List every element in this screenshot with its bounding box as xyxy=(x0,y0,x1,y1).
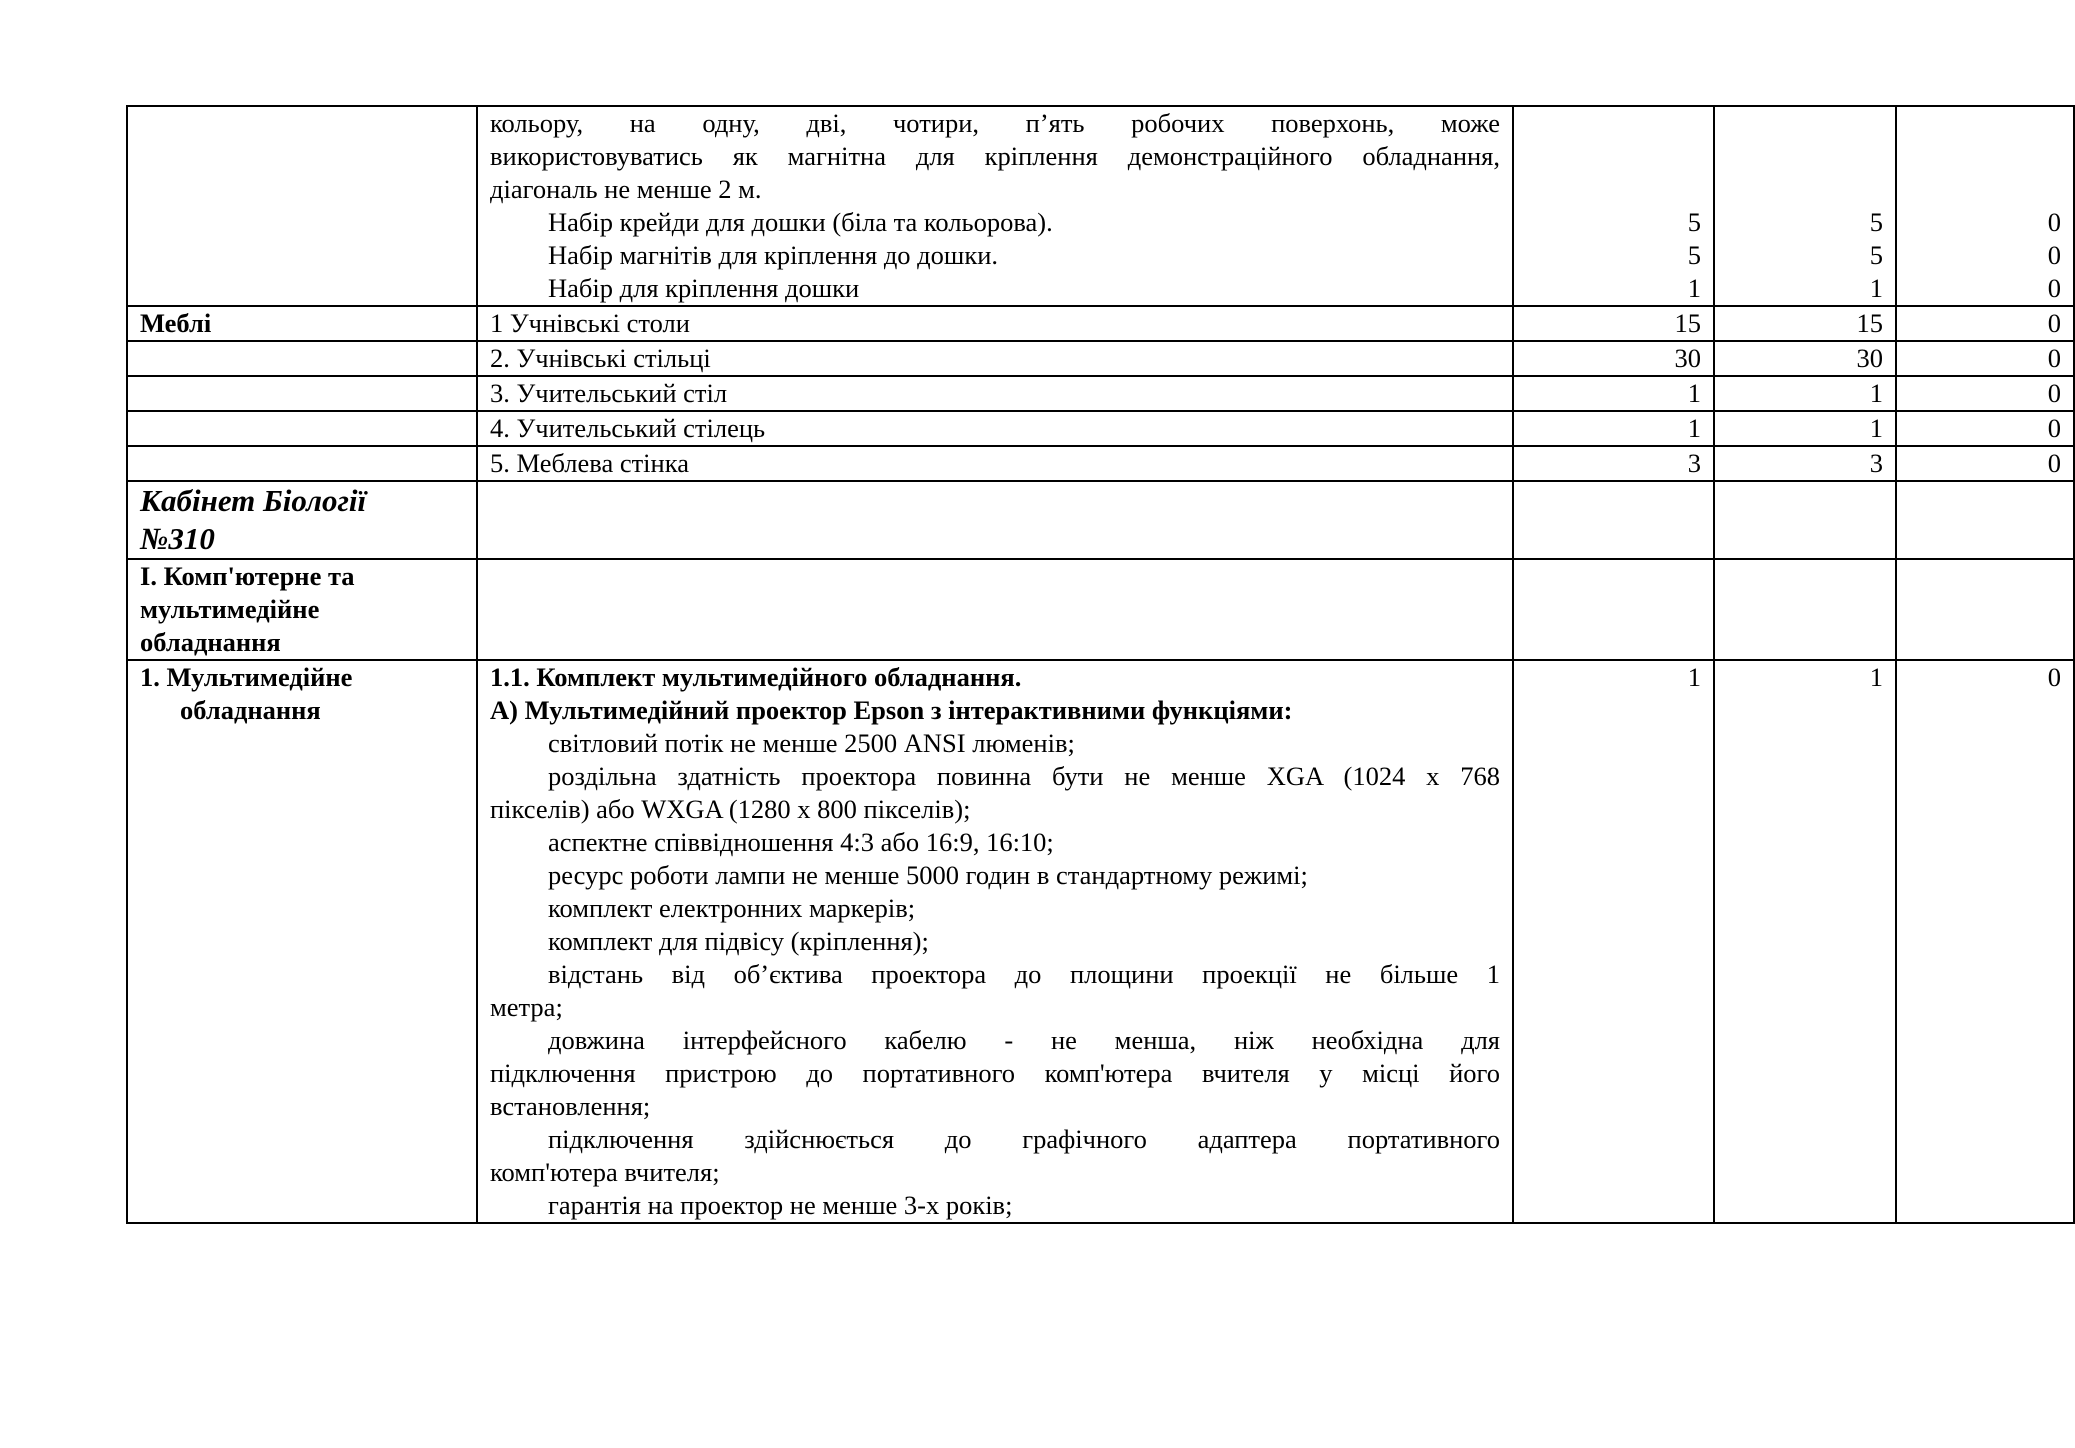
quantity-cell xyxy=(1896,106,2074,306)
description-cell: 1 Учнівські столи xyxy=(477,306,1513,341)
table-row xyxy=(127,306,2074,341)
quantity-cell: 1 xyxy=(1513,660,1714,1223)
quantity-cell: 0 xyxy=(1896,306,2074,341)
quantity-cell: 1 xyxy=(1513,376,1714,411)
category-cell: Меблі xyxy=(127,306,477,341)
room-title: Кабінет Біології xyxy=(140,483,367,518)
quantity-cell: 30 xyxy=(1513,341,1714,376)
quantity-value: 1 xyxy=(1869,273,1883,303)
table-row xyxy=(127,411,2074,446)
quantity-value: 1 xyxy=(1687,273,1701,303)
quantity-cell xyxy=(1513,481,1714,559)
table-row xyxy=(127,106,2074,306)
category-cell xyxy=(127,411,477,446)
description-cell: 2. Учнівські стільці xyxy=(477,341,1513,376)
quantity-value: 5 xyxy=(1869,207,1883,237)
table-row xyxy=(127,559,2074,660)
quantity-cell: 0 xyxy=(1896,376,2074,411)
spec-subtitle: А) Мультимедійний проектор Epson з інтерактивними функціями: xyxy=(490,695,1293,725)
table-row xyxy=(127,376,2074,411)
quantity-value: 0 xyxy=(2047,240,2061,270)
quantity-cell: 3 xyxy=(1513,446,1714,481)
quantity-cell: 1 xyxy=(1714,660,1896,1223)
quantity-cell: 15 xyxy=(1714,306,1896,341)
category-cell xyxy=(127,376,477,411)
quantity-cell xyxy=(1896,559,2074,660)
quantity-cell: 30 xyxy=(1714,341,1896,376)
quantity-cell: 0 xyxy=(1896,446,2074,481)
quantity-cell xyxy=(1513,106,1714,306)
quantity-cell: 0 xyxy=(1896,660,2074,1223)
item-label: Набір магнітів для кріплення до дошки. xyxy=(548,240,998,270)
quantity-value: 5 xyxy=(1869,240,1883,270)
description-cell xyxy=(477,660,1513,1223)
table-row xyxy=(127,660,2074,1223)
spec-line: довжина інтерфейсного кабелю - не менша, ніж необхідна для xyxy=(548,1025,1500,1055)
quantity-cell xyxy=(1513,559,1714,660)
spec-line: комп'ютера вчителя; xyxy=(490,1157,720,1187)
spec-line: світловий потік не менше 2500 ANSI люменів; xyxy=(548,728,1075,758)
description-cell: 5. Меблева стінка xyxy=(477,446,1513,481)
spec-title: 1.1. Комплект мультимедійного обладнання. xyxy=(490,662,1022,692)
table-row xyxy=(127,481,2074,559)
quantity-cell: 1 xyxy=(1513,411,1714,446)
quantity-value: 0 xyxy=(2047,273,2061,303)
quantity-cell: 15 xyxy=(1513,306,1714,341)
description-cell xyxy=(477,559,1513,660)
quantity-value: 5 xyxy=(1687,240,1701,270)
inventory-table xyxy=(126,105,2075,1224)
table-row xyxy=(127,341,2074,376)
spec-line: гарантія на проектор не менше 3-х років; xyxy=(548,1190,1013,1220)
quantity-cell: 1 xyxy=(1714,376,1896,411)
section-heading-line: І. Комп'ютерне та xyxy=(140,561,355,591)
description-cell xyxy=(477,106,1513,306)
section-heading-line: обладнання xyxy=(140,627,281,657)
section-heading-cell xyxy=(127,559,477,660)
category-cell xyxy=(127,446,477,481)
quantity-cell xyxy=(1714,106,1896,306)
category-cell xyxy=(127,341,477,376)
spec-line: підключення здійснюється до графічного адаптера портативного xyxy=(548,1124,1500,1154)
quantity-cell: 3 xyxy=(1714,446,1896,481)
spec-line: метра; xyxy=(490,992,563,1022)
room-heading-cell xyxy=(127,481,477,559)
spec-line: встановлення; xyxy=(490,1091,651,1121)
spec-line: комплект електронних маркерів; xyxy=(548,893,916,923)
section-heading-line: мультимедійне xyxy=(140,594,320,624)
description-line: кольору, на одну, дві, чотири, п’ять робочих поверхонь, може xyxy=(490,108,1500,138)
quantity-cell: 1 xyxy=(1714,411,1896,446)
spec-line: роздільна здатність проектора повинна бути не менше XGA (1024 x 768 xyxy=(548,761,1500,791)
room-number: №310 xyxy=(140,521,215,556)
category-cell xyxy=(127,660,477,1223)
spec-line: відстань від об’єктива проектора до площини проекції не більше 1 xyxy=(548,959,1500,989)
description-cell xyxy=(477,481,1513,559)
quantity-value: 0 xyxy=(2047,207,2061,237)
item-label: Набір для кріплення дошки xyxy=(548,273,860,303)
spec-line: пікселів) або WXGA (1280 x 800 пікселів); xyxy=(490,794,971,824)
quantity-cell: 0 xyxy=(1896,341,2074,376)
quantity-cell xyxy=(1714,559,1896,660)
category-cell xyxy=(127,106,477,306)
table-row xyxy=(127,446,2074,481)
item-label: Набір крейди для дошки (біла та кольорова). xyxy=(548,207,1053,237)
quantity-value: 5 xyxy=(1687,207,1701,237)
quantity-cell: 0 xyxy=(1896,411,2074,446)
quantity-cell xyxy=(1714,481,1896,559)
category-line: обладнання xyxy=(180,695,321,725)
spec-line: аспектне співвідношення 4:3 або 16:9, 16:10; xyxy=(548,827,1054,857)
description-line: використовуватись як магнітна для кріплення демонстраційного обладнання, xyxy=(490,141,1500,171)
spec-line: підключення пристрою до портативного комп'ютера вчителя у місці його xyxy=(490,1058,1500,1088)
description-cell: 4. Учительський стілець xyxy=(477,411,1513,446)
spec-line: комплект для підвісу (кріплення); xyxy=(548,926,929,956)
quantity-cell xyxy=(1896,481,2074,559)
spec-line: ресурс роботи лампи не менше 5000 годин в стандартному режимі; xyxy=(548,860,1308,890)
category-line: 1. Мультимедійне xyxy=(140,662,353,692)
description-line: діагональ не менше 2 м. xyxy=(490,174,762,204)
description-cell: 3. Учительський стіл xyxy=(477,376,1513,411)
